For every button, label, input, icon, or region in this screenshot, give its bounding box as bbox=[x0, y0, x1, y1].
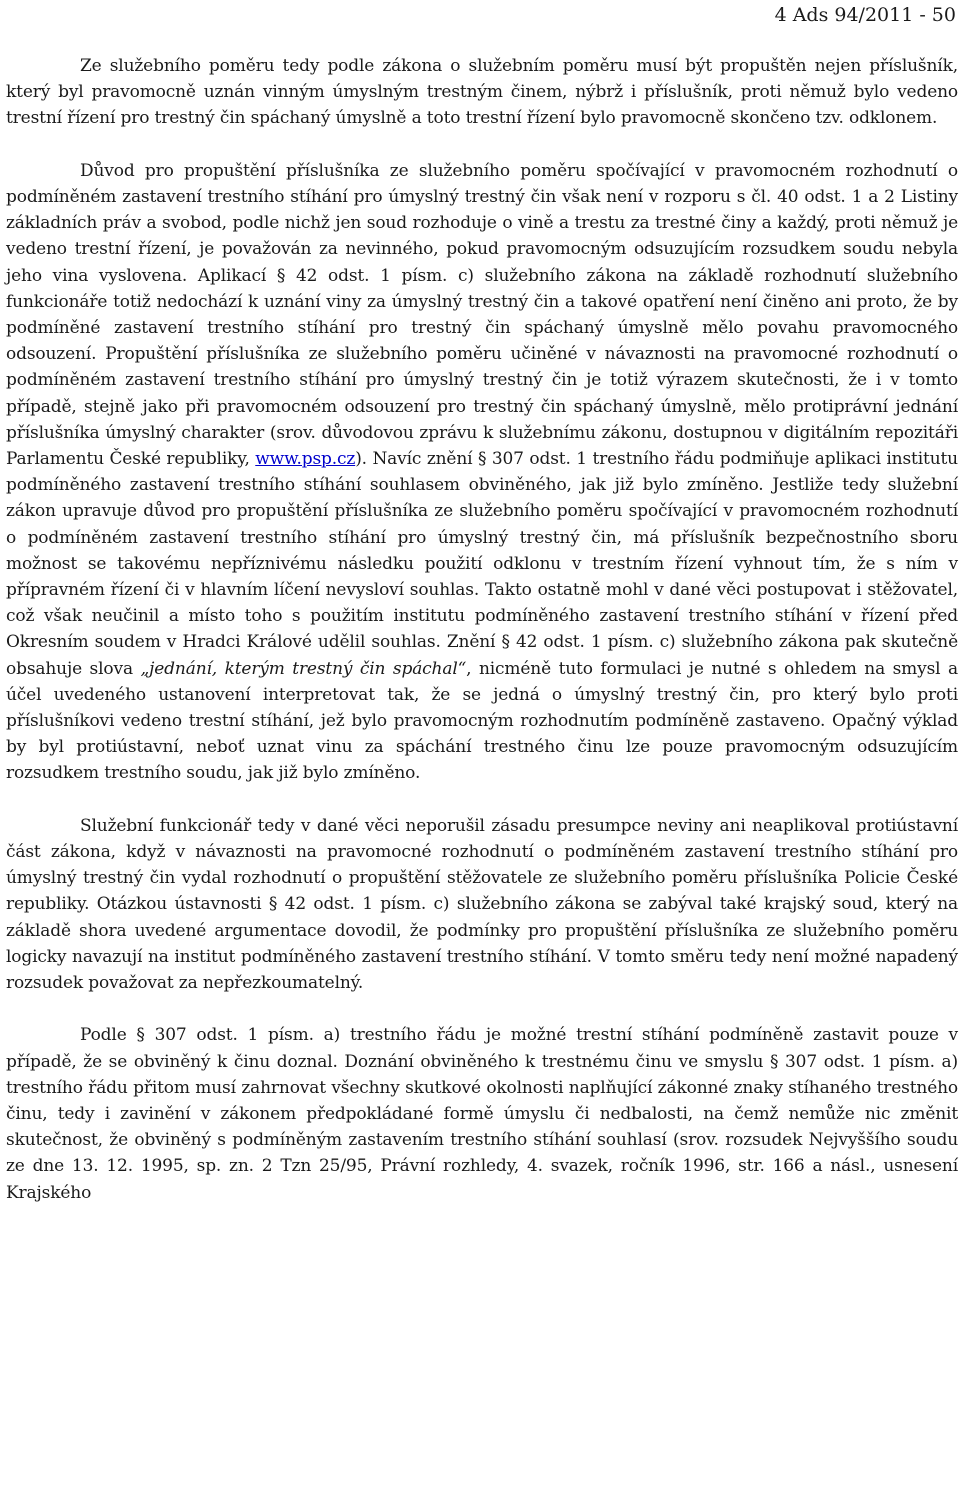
statute-quotation: „jednání, kterým trestný čin spáchal“ bbox=[140, 658, 467, 679]
paragraph-3: Služební funkcionář tedy v dané věci neporušil zásadu presumpce neviny ani neaplikoval protiústavní část zákona, když v návaznosti na pravomocné rozhodnutí o podmíněném zastavení trestního stíhání pro úmyslný trestný čin vydal rozhodnutí o propuštění stěžovatele ze služebního poměru příslušníka Policie České republiky. Otázkou ústavnosti § 42 odst. 1 písm. c) služebního zákona se zabýval také krajský soud, který na základě shora uvedené argumentace dovodil, že podmínky pro propuštění příslušníka ze služebního poměru logicky navazují na institut podmíněného zastavení trestního stíhání. V tomto směru tedy není možné napadený rozsudek považovat za nepřezkoumatelný. bbox=[6, 815, 958, 994]
document-page bbox=[6, 0, 958, 1492]
paragraph-2-part-1: Důvod pro propuštění příslušníka ze služebního poměru spočívající v pravomocném rozhodnutí o podmíněném zastavení trestního stíhání pro úmyslný trestný čin však není v rozporu s čl. 40 odst. 1 a 2 Listiny základních práv a svobod, podle nichž jen soud rozhoduje o vině a trestu za trestné činy a každý, proti němuž je vedeno trestní řízení, je považován za nevinného, pokud pravomocným odsuzujícím rozsudkem soudu nebyla jeho vina vyslovena. Aplikací § 42 odst. 1 písm. c) služebního zákona na základě rozhodnutí služebního funkcionáře totiž nedochází k uznání viny za úmyslný trestný čin a takové opatření není činěno ani proto, že by podmíněné zastavení trestního stíhání pro trestný čin spáchaný úmyslně mělo povahu pravomocného odsouzení. Propuštění příslušníka ze služebního poměru učiněné v návaznosti na pravomocné rozhodnutí o podmíněném zastavení trestního stíhání pro úmyslný trestný čin je totiž výrazem skutečnosti, že i v tomto případě, stejně jako při pravomocném odsouzení pro trestný čin spáchaný úmyslně, mělo protiprávní jednání příslušníka úmyslný charakter (srov. důvodovou zprávu k služebnímu zákonu, dostupnou v digitálním repozitáři Parlamentu České republiky, bbox=[6, 160, 958, 470]
paragraph-2 bbox=[6, 158, 958, 787]
paragraph-2-part-2: ). Navíc znění § 307 odst. 1 trestního řádu podmiňuje aplikaci institutu podmíněného zastavení trestního stíhání souhlasem obviněného, jak již bylo zmíněno. Jestliže tedy služební zákon upravuje důvod pro propuštění příslušníka ze služebního poměru spočívající v pravomocném rozhodnutí o podmíněném zastavení trestního stíhání pro úmyslný trestný čin, má příslušník bezpečnostního sboru možnost se takovému nepříznivému následku použití odklonu v trestním řízení vyhnout tím, že s ním v přípravném řízení či v hlavním líčení nevysloví souhlas. Takto ostatně mohl v dané věci postupovat i stěžovatel, což však neučinil a místo toho s použitím institutu podmíněného zastavení trestního stíhání v řízení před Okresním soudem v Hradci Králové udělil souhlas. Znění § 42 odst. 1 písm. c) služebního zákona pak skutečně obsahuje slova bbox=[6, 449, 958, 679]
paragraph-2-part-3: , nicméně tuto formulaci je nutné s ohledem na smysl a účel uvedeného ustanovení interpretovat tak, že se jedná o úmyslný trestný čin, pro který bylo proti příslušníkovi vedeno trestní stíhání, jež bylo pravomocným rozhodnutím podmíněně zastaveno. Opačný výklad by byl protiústavní, neboť uznat vinu za spáchání trestného činu lze pouze pravomocným odsuzujícím rozsudkem trestního soudu, jak již bylo zmíněno. bbox=[6, 658, 958, 784]
paragraph-4: Podle § 307 odst. 1 písm. a) trestního řádu je možné trestní stíhání podmíněně zastavit pouze v případě, že se obviněný k činu doznal. Doznání obviněného k trestnému činu ve smyslu § 307 odst. 1 písm. a) trestního řádu přitom musí zahrnovat všechny skutkové okolnosti naplňující zákonné znaky stíhaného trestného činu, tedy i zavinění v zákonem předpokládané formě úmyslu či nedbalosti, na čemž nemůže nic změnit skutečnost, že obviněný s podmíněným zastavením trestního stíhání souhlasí (srov. rozsudek Nejvyššího soudu ze dne 13. 12. 1995, sp. zn. 2 Tzn 25/95, Právní rozhledy, 4. svazek, ročník 1996, str. 166 a násl., usnesení Krajského bbox=[6, 1025, 958, 1203]
document-body bbox=[6, 53, 958, 1206]
paragraph-1: Ze služebního poměru tedy podle zákona o služebním poměru musí být propuštěn nejen příslušník, který byl pravomocně uznán vinným úmyslným trestným činem, nýbrž i příslušník, proti němuž bylo vedeno trestní řízení pro trestný čin spáchaný úmyslně a toto trestní řízení bylo pravomocně skončeno tzv. odklonem. bbox=[6, 56, 958, 129]
parliament-repository-link[interactable]: www.psp.cz bbox=[255, 449, 356, 470]
case-reference-header: 4 Ads 94/2011 - 50 bbox=[774, 4, 956, 26]
